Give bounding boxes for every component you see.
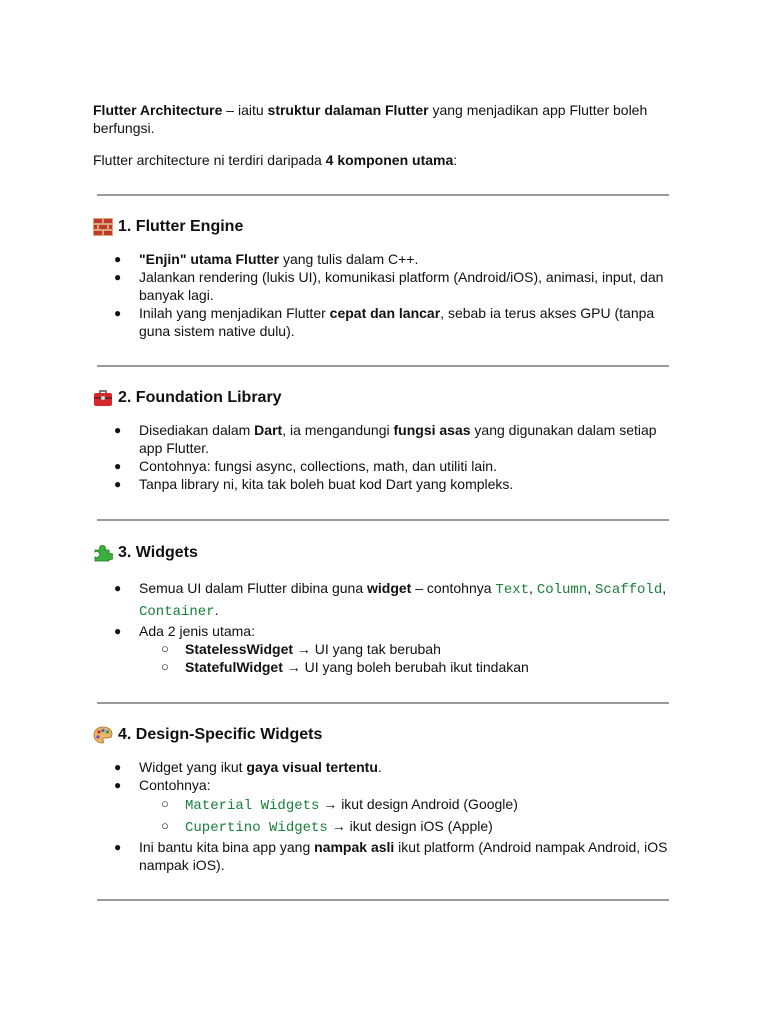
- list-item: ● Ada 2 jenis utama: ○ StatelessWidget → UI yang tak berubah ○ StatefulWidget → UI yang boleh berubah ikut tindakan: [93, 622, 673, 676]
- brick-icon: [93, 218, 113, 236]
- section-heading-flutter-engine: [93, 217, 673, 237]
- section-title: 4. Design-Specific Widgets: [118, 726, 323, 743]
- code-text: Column: [536, 582, 588, 598]
- section-heading-design-specific-widgets: [93, 725, 673, 745]
- divider: [97, 519, 669, 521]
- sub-list-item: ○ Cupertino Widgets → ikut design iOS (Apple): [93, 816, 673, 838]
- section-heading-foundation-library: [93, 388, 673, 408]
- section-title: 3. Widgets: [118, 544, 198, 561]
- intro-paragraph: Flutter Architecture – iaitu struktur dalaman Flutter yang menjadikan app Flutter boleh berfungsi.: [93, 102, 648, 136]
- list-item: ● Disediakan dalam Dart, ia mengandungi fungsi asas yang digunakan dalam setiap app Flutter.: [93, 421, 673, 457]
- puzzle-piece-icon: [93, 544, 113, 562]
- list-item: ● Semua UI dalam Flutter dibina guna widget – contohnya Text, Column, Scaffold, Container.: [93, 578, 673, 622]
- components-paragraph: Flutter architecture ni terdiri daripada 4 komponen utama:: [93, 152, 458, 168]
- divider: [97, 194, 669, 196]
- list-item: ● Contohnya: ○ Material Widgets → ikut design Android (Google) ○ Cupertino Widgets → ikut design iOS (Apple): [93, 776, 673, 838]
- section-list: [93, 578, 673, 676]
- palette-icon: [93, 726, 113, 744]
- section-title: 2. Foundation Library: [118, 389, 282, 406]
- code-text: Material Widgets: [185, 798, 320, 814]
- divider: [97, 899, 669, 901]
- sub-list: [139, 640, 673, 676]
- code-text: Text: [495, 582, 530, 598]
- toolbox-icon: [93, 389, 113, 407]
- sub-list-item: ○ Material Widgets → ikut design Android (Google): [93, 794, 673, 816]
- code-text: Container: [139, 604, 215, 620]
- section-heading-widgets: [93, 543, 673, 563]
- code-text: Scaffold: [595, 582, 663, 598]
- sub-list-item: ○ StatefulWidget → UI yang boleh berubah ikut tindakan: [93, 658, 673, 676]
- sub-list-item: ○ StatelessWidget → UI yang tak berubah: [93, 640, 673, 658]
- list-item: ● Contohnya: fungsi async, collections, math, dan utiliti lain.: [93, 457, 673, 475]
- section-list: [93, 421, 673, 493]
- list-item: ● Ini bantu kita bina app yang nampak asli ikut platform (Android nampak Android, iOS nampak iOS).: [93, 838, 673, 874]
- section-title: 1. Flutter Engine: [118, 218, 244, 235]
- list-item: ● "Enjin" utama Flutter yang tulis dalam C++.: [93, 250, 673, 268]
- list-item: ● Widget yang ikut gaya visual tertentu.: [93, 758, 673, 776]
- list-item: ● Jalankan rendering (lukis UI), komunikasi platform (Android/iOS), animasi, input, dan banyak lagi.: [93, 268, 673, 304]
- section-list: [93, 250, 673, 340]
- list-item: ● Inilah yang menjadikan Flutter cepat dan lancar, sebab ia terus akses GPU (tanpa guna sistem native dulu).: [93, 304, 673, 340]
- divider: [97, 365, 669, 367]
- list-item: ● Tanpa library ni, kita tak boleh buat kod Dart yang kompleks.: [93, 475, 673, 493]
- document-page: [93, 101, 673, 901]
- sub-list: [139, 794, 673, 838]
- divider: [97, 702, 669, 704]
- section-list: [93, 758, 673, 874]
- code-text: Cupertino Widgets: [185, 820, 328, 836]
